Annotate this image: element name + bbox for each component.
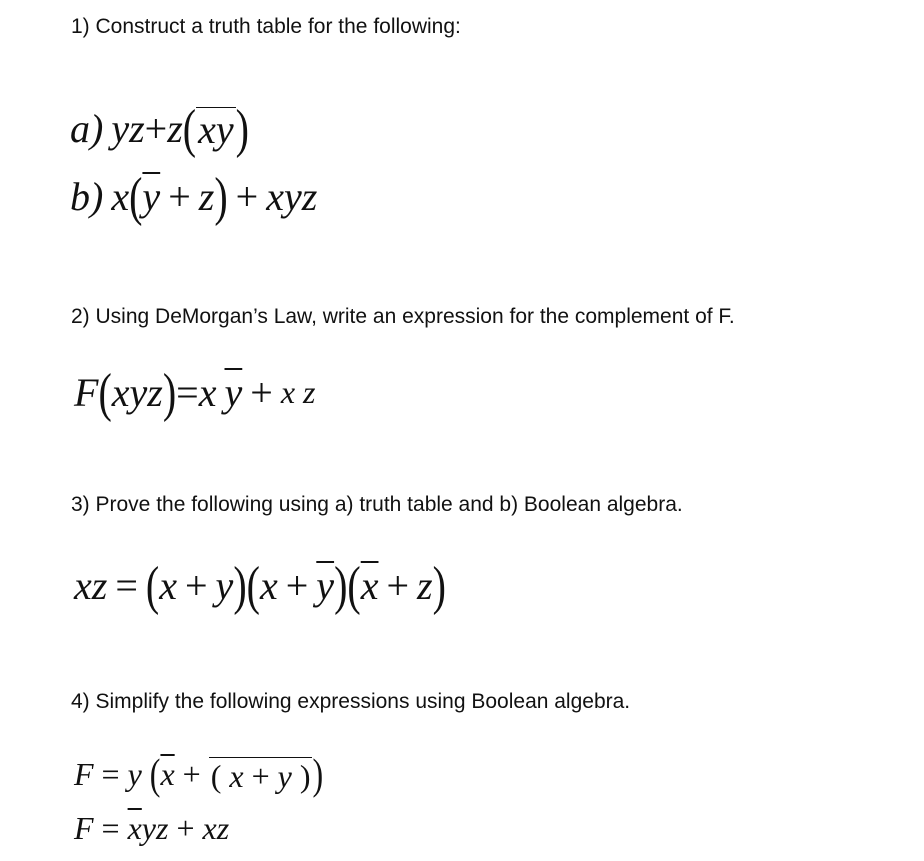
eq1b-ybar: $\overline{y}$ (142, 173, 161, 219)
eq4b-xz: xz (202, 809, 230, 846)
eq3-p1-plus: + (184, 562, 208, 608)
eq1a-rparen: ) (235, 97, 249, 159)
equation-4b (74, 806, 229, 850)
eq4a-inner-rparen: ) (299, 757, 311, 794)
eq3-lhs: xz (74, 562, 108, 608)
eq4b-equals: = (101, 809, 120, 846)
eq1b-plus2: + (235, 173, 259, 219)
eq4a-lparen: ( (149, 749, 161, 798)
eq2-xz: x z (280, 373, 316, 410)
eq1b-z: z (198, 173, 215, 219)
eq3-p1-rparen: ) (233, 554, 247, 616)
eq2-ybar: $\overline{y}$ (224, 369, 243, 415)
eq2-plus: + (250, 369, 273, 415)
eq3-p3-plus: + (386, 562, 410, 608)
eq4a-inner-plus: + (251, 757, 270, 794)
eq3-p2-rparen: ) (334, 554, 348, 616)
question-4-prompt: 4) Simplify the following expressions using Boolean algebra. (71, 690, 631, 713)
eq2-args: xyz (111, 369, 163, 415)
equation-1a (70, 97, 249, 159)
eq1a-term2: z (167, 105, 183, 151)
question-3-prompt: 3) Prove the following using a) truth table and b) Boolean algebra. (71, 493, 683, 516)
eq1b-rparen: ) (214, 165, 228, 227)
eq4a-inner-lparen: ( (210, 757, 222, 794)
eq4a-xbar: $\overline{x}$ (160, 755, 175, 792)
eq2-rparen: ) (162, 361, 177, 423)
eq3-p2-plus: + (285, 562, 309, 608)
eq3-p2-ybar: $\overline{y}$ (316, 562, 335, 608)
eq2-lparen: ( (98, 361, 112, 423)
eq4a-rparen: ) (312, 749, 324, 798)
eq4b-plus: + (176, 809, 195, 846)
eq3-p1-lparen: ( (145, 554, 160, 616)
eq4a-plus: + (182, 755, 201, 792)
equation-2 (74, 361, 316, 423)
eq3-p3-z: z (417, 562, 433, 608)
eq4a-f: F (74, 755, 94, 792)
question-1-prompt: 1) Construct a truth table for the following: (71, 15, 461, 38)
eq4a-equals: = (101, 755, 120, 792)
eq4b-xbar: $\overline{x}$ (127, 809, 142, 846)
eq1a-plus: + (144, 105, 168, 151)
eq1a-term1: yz (111, 105, 145, 151)
eq4b-yz: yz (141, 809, 169, 846)
eq3-p1-x: x (159, 562, 177, 608)
eq2-equals: = (176, 369, 199, 415)
eq1a-label: a) (70, 105, 104, 151)
eq1b-xyz: xyz (266, 173, 318, 219)
eq1b-lparen: ( (129, 165, 143, 227)
eq4a-inner-x: x (229, 757, 244, 794)
eq1a-lparen: ( (182, 97, 197, 159)
eq1a-overbar-xy: xy (198, 106, 234, 152)
eq3-p2-x: x (259, 562, 278, 608)
eq2-f: F (74, 369, 99, 415)
equation-3 (74, 555, 446, 615)
eq3-p3-rparen: ) (432, 554, 446, 616)
eq3-p2-lparen: ( (246, 554, 260, 616)
equation-1b (70, 165, 318, 227)
eq3-equals: = (115, 562, 138, 608)
question-2-prompt: 2) Using DeMorgan’s Law, write an expression for the complement of F. (71, 305, 735, 328)
eq2-x: x (198, 369, 217, 415)
eq4a-overbar-group (209, 757, 313, 792)
eq3-p3-xbar: $\overline{x}$ (360, 562, 379, 608)
eq1b-plus: + (168, 173, 191, 219)
eq4b-f: F (74, 809, 94, 846)
eq4a-inner-y: y (277, 757, 292, 794)
eq4a-y: y (127, 755, 142, 792)
eq3-p1-y: y (215, 562, 234, 608)
eq1b-x: x (111, 173, 130, 219)
eq1b-label: b) (70, 173, 104, 219)
equation-4a (74, 748, 323, 800)
eq3-p3-lparen: ( (347, 554, 361, 616)
